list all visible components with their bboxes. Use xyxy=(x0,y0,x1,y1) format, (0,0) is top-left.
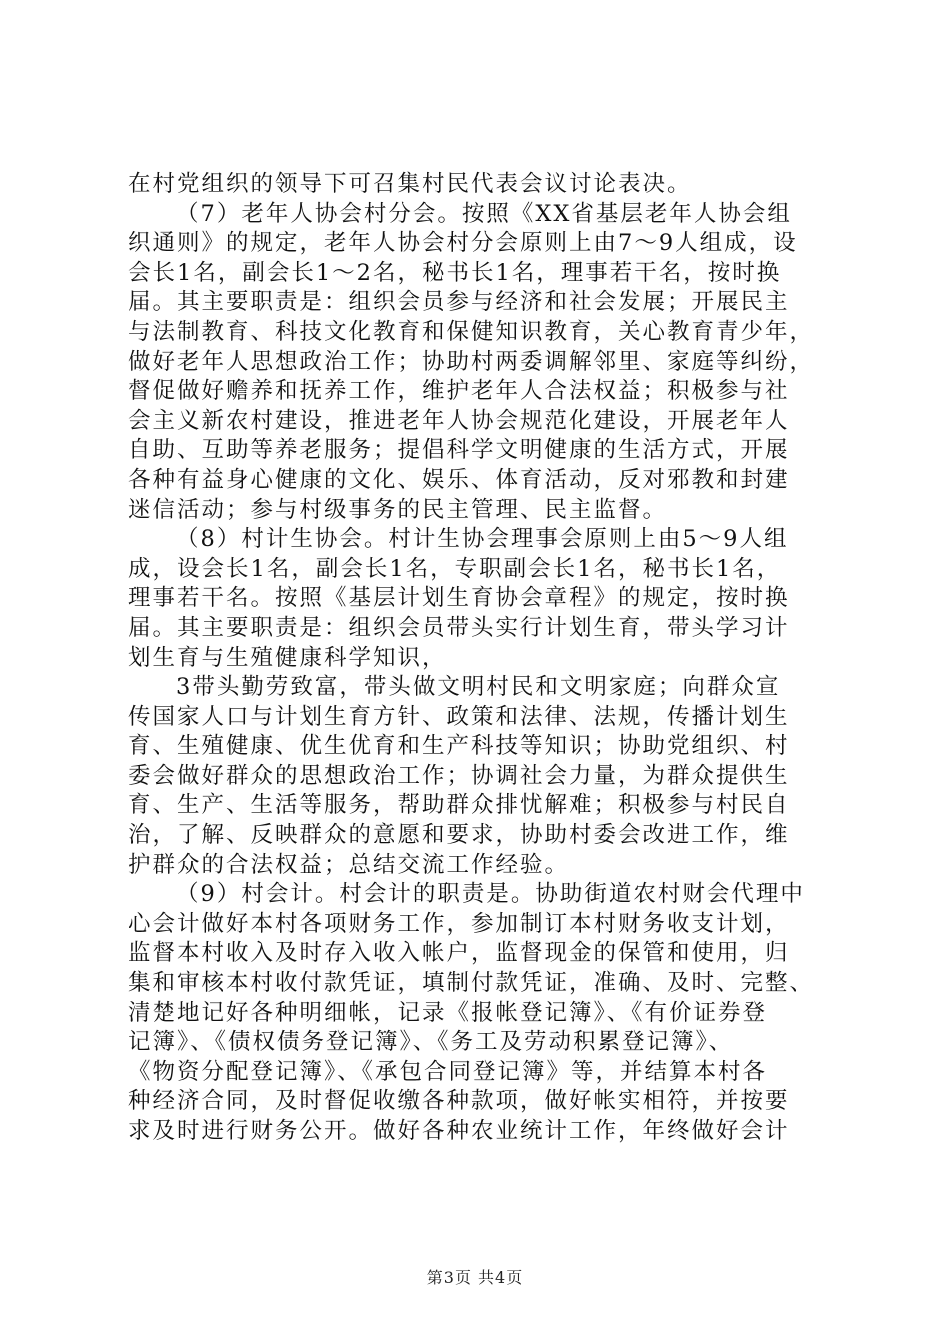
text-line: 织通则》的规定，老年人协会村分会原则上由7～9人组成，设 xyxy=(128,230,798,257)
text-line: 成，设会长1名，副会长1名，专职副会长1名，秘书长1名， xyxy=(128,555,782,582)
text-line: （8）村计生协会。村计生协会理事会原则上由5～9人组 xyxy=(176,526,789,553)
text-line: 清楚地记好各种明细帐，记录《报帐登记簿》、《有价证券登 xyxy=(128,999,768,1026)
text-line: （7）老年人协会村分会。按照《XX省基层老年人协会组 xyxy=(176,200,792,227)
text-line: 传国家人口与计划生育方针、政策和法律、法规，传播计划生 xyxy=(128,703,790,730)
text-line: 集和审核本村收付款凭证，填制付款凭证，准确、及时、完整、 xyxy=(128,970,815,997)
text-line: 护群众的合法权益；总结交流工作经验。 xyxy=(128,851,570,878)
text-line: 《物资分配登记簿》、《承包合同登记簿》等，并结算本村各 xyxy=(128,1058,768,1085)
text-line: 做好老年人思想政治工作；协助村两委调解邻里、家庭等纠纷， xyxy=(128,348,815,375)
text-line: 记簿》、《债权债务登记簿》、《务工及劳动积累登记簿》、 xyxy=(128,1029,734,1056)
text-line: 3带头勤劳致富，带头做文明村民和文明家庭；向群众宣 xyxy=(176,674,781,701)
text-line: 各种有益身心健康的文化、娱乐、体育活动，反对邪教和封建 xyxy=(128,466,790,493)
text-line: 划生育与生殖健康科学知识， xyxy=(128,644,447,671)
text-line: 求及时进行财务公开。做好各种农业统计工作，年终做好会计 xyxy=(128,1118,790,1144)
text-line: （9）村会计。村会计的职责是。协助街道农村财会代理中 xyxy=(176,881,805,908)
text-line: 委会做好群众的思想政治工作；协调社会力量，为群众提供生 xyxy=(128,762,790,789)
text-line: 届。其主要职责是：组织会员参与经济和社会发展；开展民主 xyxy=(128,289,790,316)
text-line: 会主义新农村建设，推进老年人协会规范化建设，开展老年人 xyxy=(128,407,790,434)
text-line: 心会计做好本村各项财务工作，参加制订本村财务收支计划， xyxy=(128,910,790,937)
text-line: 理事若干名。按照《基层计划生育协会章程》的规定，按时换 xyxy=(128,585,790,612)
text-line: 治，了解、反映群众的意愿和要求，协助村委会改进工作，维 xyxy=(128,822,790,849)
text-line: 迷信活动；参与村级事务的民主管理、民主监督。 xyxy=(128,496,668,523)
page-footer: 第3页 共4页 xyxy=(426,1268,524,1287)
text-line: 育、生产、生活等服务，帮助群众排忧解难；积极参与村民自 xyxy=(128,792,790,819)
text-line: 在村党组织的领导下可召集村民代表会议讨论表决。 xyxy=(128,171,692,197)
text-line: 自助、互助等养老服务；提倡科学文明健康的生活方式，开展 xyxy=(128,437,790,464)
text-line: 与法制教育、科技文化教育和保健知识教育，关心教育青少年， xyxy=(128,318,815,345)
text-line: 种经济合同，及时督促收缴各种款项，做好帐实相符，并按要 xyxy=(128,1088,790,1115)
text-line: 督促做好赡养和抚养工作，维护老年人合法权益；积极参与社 xyxy=(128,378,790,405)
text-line: 育、生殖健康、优生优育和生产科技等知识；协助党组织、村 xyxy=(128,733,790,760)
text-line: 监督本村收入及时存入收入帐户，监督现金的保管和使用，归 xyxy=(128,940,790,967)
text-line: 会长1名，副会长1～2名，秘书长1名，理事若干名，按时换 xyxy=(128,259,782,286)
body-text xyxy=(128,170,828,1147)
text-line: 届。其主要职责是：组织会员带头实行计划生育，带头学习计 xyxy=(128,614,790,641)
